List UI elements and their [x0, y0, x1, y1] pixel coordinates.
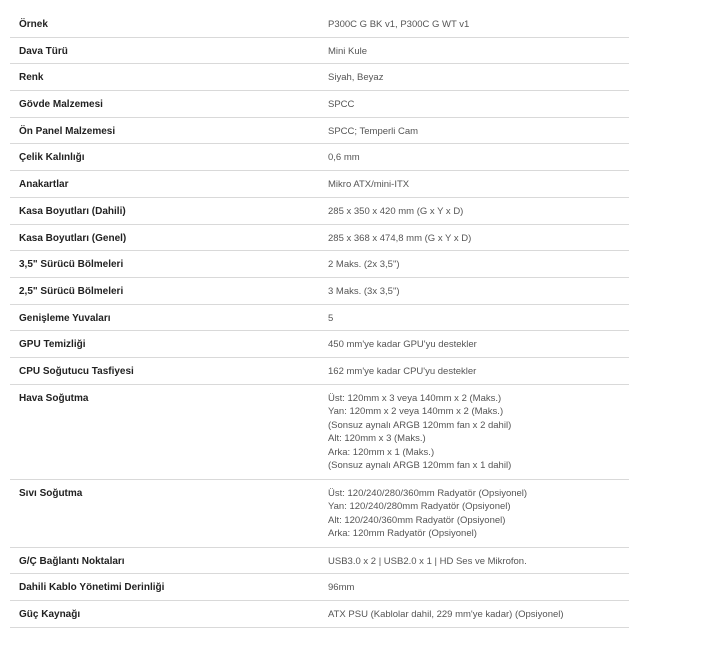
- spec-value: [320, 171, 629, 197]
- spec-row: [10, 574, 629, 601]
- spec-value-line: 2 Maks. (2x 3,5"): [328, 259, 400, 271]
- spec-value: [320, 11, 629, 37]
- spec-value-line: USB3.0 x 2 | USB2.0 x 1 | HD Ses ve Mikrofon.: [328, 555, 527, 567]
- spec-value: [320, 331, 629, 357]
- spec-value-line: 285 x 350 x 420 mm (G x Y x D): [328, 205, 464, 217]
- spec-row: [10, 225, 629, 252]
- spec-row: [10, 480, 629, 548]
- spec-value: [320, 198, 629, 224]
- spec-value: [320, 278, 629, 304]
- spec-value-line: Arka: 120mm Radyatör (Opsiyonel): [328, 528, 477, 540]
- spec-row: [10, 198, 629, 225]
- spec-row: [10, 91, 629, 118]
- spec-row: [10, 548, 629, 575]
- spec-value-line: ATX PSU (Kablolar dahil, 229 mm'ye kadar) (Opsiyonel): [328, 609, 564, 620]
- spec-value-line: Yan: 120/240/280mm Radyatör (Opsiyonel): [328, 501, 511, 513]
- spec-label: Kasa Boyutları (Genel): [19, 232, 127, 244]
- spec-value-line: Yan: 120mm x 2 veya 140mm x 2 (Maks.): [328, 406, 504, 418]
- spec-value: [320, 480, 629, 547]
- spec-value-line: Mikro ATX/mini-ITX: [328, 179, 410, 191]
- spec-value: [320, 548, 629, 574]
- spec-value-line: (Sonsuz aynalı ARGB 120mm fan x 1 dahil): [328, 460, 512, 472]
- spec-label: Anakartlar: [19, 179, 69, 191]
- spec-value: [320, 118, 629, 144]
- spec-label: Hava Soğutma: [19, 392, 89, 404]
- spec-value-line: 96mm: [328, 582, 355, 594]
- spec-label: GPU Temizliği: [19, 339, 86, 351]
- spec-label: Çelik Kalınlığı: [19, 152, 85, 164]
- spec-label: Dava Türü: [19, 45, 68, 57]
- spec-row: [10, 171, 629, 198]
- spec-row: [10, 331, 629, 358]
- spec-value-line: Alt: 120/240/360mm Radyatör (Opsiyonel): [328, 514, 506, 526]
- spec-label: Sıvı Soğutma: [19, 487, 83, 499]
- spec-label: Kasa Boyutları (Dahili): [19, 205, 126, 217]
- spec-value: [320, 144, 629, 170]
- spec-row: [10, 305, 629, 332]
- spec-label: 3,5" Sürücü Bölmeleri: [19, 259, 124, 271]
- spec-row: [10, 358, 629, 385]
- spec-table: [10, 11, 629, 628]
- spec-row: [10, 11, 629, 38]
- spec-value-line: (Sonsuz aynalı ARGB 120mm fan x 2 dahil): [328, 419, 512, 431]
- spec-value-line: Üst: 120/240/280/360mm Radyatör (Opsiyonel): [328, 487, 528, 499]
- spec-value: [320, 601, 629, 627]
- spec-row: [10, 38, 629, 65]
- spec-row: [10, 278, 629, 305]
- spec-label: Örnek: [19, 19, 48, 30]
- spec-value-line: Mini Kule: [328, 45, 368, 57]
- spec-value-line: 162 mm'ye kadar CPU'yu destekler: [328, 365, 477, 377]
- spec-value-line: SPCC: [328, 99, 355, 111]
- spec-value-line: 5: [328, 312, 334, 324]
- spec-value: [320, 305, 629, 331]
- spec-label: Renk: [19, 72, 44, 84]
- spec-label: Ön Panel Malzemesi: [19, 125, 116, 137]
- spec-value-line: Siyah, Beyaz: [328, 72, 384, 84]
- spec-row: [10, 385, 629, 480]
- spec-row: [10, 251, 629, 278]
- spec-label: G/Ç Bağlantı Noktaları: [19, 555, 125, 567]
- spec-value-line: 3 Maks. (3x 3,5"): [328, 285, 400, 297]
- spec-label: Gövde Malzemesi: [19, 99, 103, 111]
- spec-value: [320, 385, 629, 479]
- spec-label: 2,5" Sürücü Bölmeleri: [19, 285, 124, 297]
- spec-value-line: Üst: 120mm x 3 veya 140mm x 2 (Maks.): [328, 392, 502, 404]
- spec-label: Dahili Kablo Yönetimi Derinliği: [19, 582, 165, 594]
- spec-value: [320, 64, 629, 90]
- spec-label: Güç Kaynağı: [19, 609, 81, 620]
- spec-value-line: P300C G BK v1, P300C G WT v1: [328, 19, 470, 30]
- spec-value-line: Alt: 120mm x 3 (Maks.): [328, 433, 426, 445]
- spec-value: [320, 225, 629, 251]
- spec-label: CPU Soğutucu Tasfiyesi: [19, 365, 134, 377]
- spec-value-line: 285 x 368 x 474,8 mm (G x Y x D): [328, 232, 472, 244]
- spec-value: [320, 38, 629, 64]
- spec-value-line: Arka: 120mm x 1 (Maks.): [328, 446, 435, 458]
- spec-row: [10, 601, 629, 628]
- spec-value: [320, 574, 629, 600]
- spec-label: Genişleme Yuvaları: [19, 312, 111, 324]
- spec-row: [10, 64, 629, 91]
- spec-value-line: 450 mm'ye kadar GPU'yu destekler: [328, 339, 477, 351]
- spec-value-line: SPCC; Temperli Cam: [328, 125, 419, 137]
- spec-row: [10, 144, 629, 171]
- spec-row: [10, 118, 629, 145]
- spec-value: [320, 251, 629, 277]
- spec-value: [320, 358, 629, 384]
- spec-value: [320, 91, 629, 117]
- spec-value-line: 0,6 mm: [328, 152, 360, 164]
